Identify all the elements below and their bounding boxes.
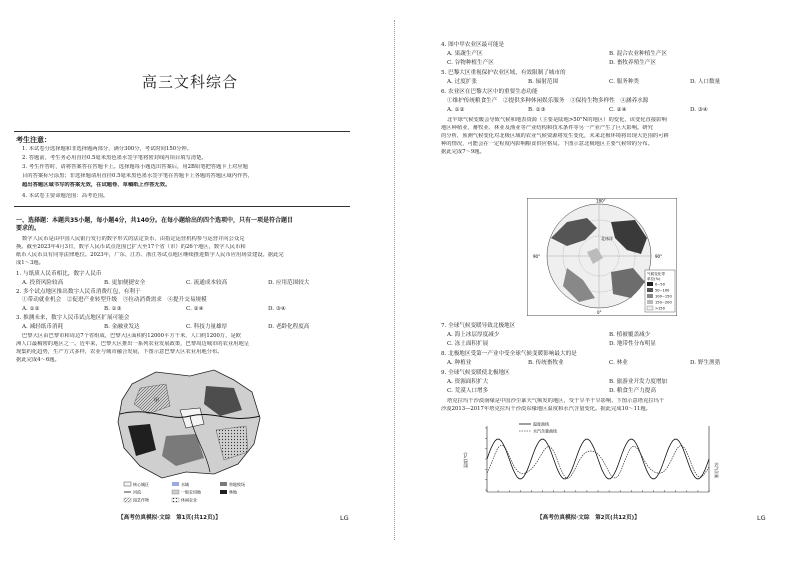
passage2-line: 种的情况，可能会在一定程度内影响粮食供应格局。下图示意北极地区主要气候带的分布。	[441, 141, 653, 147]
notice-line: 3. 考生作答时，请将答案答在答题卡上。选择题每小题选出答案后，用2B铅笔把答题卡上对应题	[22, 164, 248, 170]
q2-option-c[interactable]: C. ②④	[186, 306, 204, 312]
legend-text: 休闲农业	[181, 497, 197, 503]
q9-option-c[interactable]: C. 荒漠人口增多	[447, 388, 489, 394]
footer-right: 【高考仿真模拟·文综 第2页(共12页)】	[537, 515, 640, 521]
q8-option-d[interactable]: D. 野生渔猎	[690, 360, 721, 366]
q4-option-b[interactable]: B. 混合农业种植生产区	[609, 51, 668, 57]
legend-text: 单位(%)	[647, 277, 661, 281]
intro-line: 成1～3题。	[16, 260, 44, 266]
q4-option-a[interactable]: A. 果蔬生产区	[447, 51, 483, 57]
q7-option-b[interactable]: B. 植被覆盖减少	[609, 332, 651, 338]
passage-line: 现集约化趋势，生产方式多样，农业与城市融合发展，下图示意巴黎大区农业用地分布。	[16, 349, 223, 355]
q5-option-c[interactable]: C. 服务种类	[609, 79, 640, 85]
notice-line: 1. 本试卷分选择题和非选择题两部分，满分300分，考试时间150分钟。	[22, 146, 192, 152]
chart-legend-temp: 温度曲线	[533, 421, 549, 427]
passage3-line: 塔克拉玛干沙漠南缘是中国沙尘暴天气频发的地区，受干旱半干旱影响，下图示意塔克拉玛干	[447, 398, 665, 404]
arctic-map	[527, 198, 677, 316]
legend-text: >150	[655, 306, 665, 311]
q4-option-c[interactable]: C. 谷物种植生产区	[447, 60, 494, 66]
legend-text: 150~200	[655, 300, 672, 305]
notice-line: 超出答题区域书写的答案无效，在试题卷、草稿纸上作答无效。	[22, 182, 171, 188]
map2-label: 180°	[596, 198, 606, 204]
passage2-line: 据此完成7～9题。	[441, 149, 485, 155]
notice-line: 4. 本试卷主要命题范围：高考范围。	[22, 193, 109, 199]
q1-option-c[interactable]: C. 流通成本较高	[186, 280, 228, 286]
map2-legend	[645, 270, 675, 312]
q3-option-a[interactable]: A. 减轻纸币消耗	[22, 324, 64, 330]
q2-option-a[interactable]: A. ①②	[22, 306, 40, 312]
chart-legend-vapour: 水汽含量曲线	[533, 428, 557, 434]
paris-region-map	[110, 366, 275, 506]
q6-option-b[interactable]: B. ①③	[528, 107, 546, 113]
passage2-line: 的分析，预测气候变化对北极区域的农业气候资源将发生变化，未来北极环境将出现大范围的可耕	[441, 133, 669, 139]
map2-label: 0°	[597, 310, 602, 315]
map2-label: 北冰洋	[601, 236, 613, 241]
passage3-line: 沙漠2013—2017年塔克拉玛干沙漠东缘地区温度和水汽含量变化。据此完成10～11题。	[441, 406, 651, 412]
zone-label-jia: 甲	[154, 398, 160, 404]
chart-y-label: 温度(℃)	[463, 452, 468, 468]
climate-line-chart	[459, 418, 724, 506]
q3-option-d[interactable]: D. 老龄化程度高	[268, 324, 310, 330]
q7-option-c[interactable]: C. 冻土面积扩展	[447, 341, 489, 347]
legend-text: 50~100	[655, 288, 670, 293]
q9-option-d[interactable]: D. 粮食生产力提高	[609, 388, 656, 394]
question-4-stem: 4. 图中甲农业区最可能是	[441, 42, 505, 48]
section-heading: 一、选择题：本题共35小题，每小题4分，共140分。在每小题给出的四个选项中，只有一项是符合题目	[16, 217, 294, 224]
passage-line: 洲人口最稠密的地区之一。近年来，巴黎大区推出一系列农业发展政策，巴黎周边城市的农业用地呈	[16, 341, 250, 347]
legend-text: 0~50	[655, 282, 665, 287]
section-heading-cont: 要求的。	[16, 225, 41, 232]
q3-option-b[interactable]: B. 金融业发达	[104, 324, 140, 330]
legend-text: 河流	[133, 489, 141, 495]
intro-line: 换。截至2023年4月3日，数字人民币试点范围已扩大至17个省（市）的26个地区，数字人民币和	[16, 244, 246, 250]
intro-line: 数字人民币是由中国人民银行发行的数字形式的法定货币，由指定运营机构参与运营并向公众兑	[22, 236, 245, 242]
q7-option-a[interactable]: A. 海上冰层厚度减少	[447, 332, 500, 338]
question-1-stem: 1. 与纸质人民币相比，数字人民币	[16, 271, 102, 277]
chart-y2-label: 水汽含量	[714, 462, 719, 478]
q9-option-b[interactable]: B. 旅游业开发力度增加	[609, 379, 668, 385]
legend-text: 水域	[181, 482, 189, 487]
question-7-stem: 7. 全球气候变暖导致北极地区	[441, 323, 516, 329]
right-page	[397, 0, 794, 561]
intro-line: 纸币人民币具有同等法律地位。2023年，广东、江苏、浙江等试点地区继续推进数字人民币应用场景建设。据此完	[16, 252, 284, 258]
q4-option-d[interactable]: D. 畜牧养殖生产区	[609, 60, 656, 66]
question-9-stem: 9. 全球气候变暖使北极地区	[441, 370, 510, 376]
legend-text: 100~150	[655, 294, 672, 299]
legend-text: 草地牧场	[229, 482, 245, 487]
q2-statements: ①带动就业机会 ②促进产业转型升级 ③拉动消费需求 ④提升交易规模	[22, 297, 207, 303]
q5-option-a[interactable]: A. 过度扩张	[447, 79, 477, 85]
q5-option-b[interactable]: B. 辐射范围	[528, 79, 559, 85]
map2-label: 90°	[655, 254, 663, 259]
question-6-stem: 6. 农业区在巴黎大区中的重要生态功能	[441, 89, 538, 95]
map2-label: 90°	[533, 254, 541, 259]
q6-statements: ①维护传统粮食生产 ②提供多种休闲娱乐服务 ③保持生物多样性 ④涵养水源	[447, 98, 649, 104]
q6-option-c[interactable]: C. ②④	[609, 107, 627, 113]
question-3-stem: 3. 推测未来，数字人民币试点地区扩展可能会	[16, 315, 130, 321]
chart-ticks	[485, 428, 709, 492]
q9-option-a[interactable]: A. 资源面积扩大	[447, 379, 489, 385]
q2-option-b[interactable]: B. ①③	[104, 306, 122, 312]
q5-option-d[interactable]: D. 人口数量	[690, 79, 721, 85]
notice-heading: 考生注意：	[16, 136, 51, 144]
footer-code: LG	[340, 514, 349, 522]
q6-option-a[interactable]: A. ①②	[447, 107, 465, 113]
legend-text: 核心城区	[133, 482, 149, 487]
q2-option-d[interactable]: D. ③④	[268, 306, 286, 312]
page-divider	[394, 20, 395, 540]
passage-line: 巴黎大区由巴黎市和周边7个省组成，巴黎大区面积约12000平方千米，人口约1200万，是欧	[22, 333, 242, 339]
notice-line: 目的答案标号涂黑；非选择题请用直径0.5毫米黑色墨水签字笔在答题卡上各题的答题区域内作答，	[22, 173, 253, 179]
q8-option-a[interactable]: A. 种植业	[447, 360, 472, 366]
legend-text: 气候变化带	[647, 272, 665, 276]
q7-option-d[interactable]: D. 地带性分布明显	[609, 341, 656, 347]
legend-text: 一般农用地	[181, 489, 201, 495]
passage2-line: 地区种植业、畜牧业、林业及渔业等产业结构和技术条件等另一产业产生了巨大影响。研究	[441, 125, 653, 131]
map-legend	[124, 481, 245, 503]
legend-text: 林地	[229, 489, 237, 495]
q8-option-b[interactable]: B. 传统畜牧业	[528, 360, 564, 366]
q1-option-b[interactable]: B. 更加便捷安全	[104, 280, 146, 286]
vapour-series	[487, 445, 709, 478]
q1-option-d[interactable]: D. 应用范围较大	[268, 280, 310, 286]
q1-option-a[interactable]: A. 投资风险较高	[22, 280, 64, 286]
q6-option-d[interactable]: D. ③④	[690, 107, 708, 113]
footer-code: LG	[757, 514, 766, 522]
question-5-stem: 5. 巴黎大区重视保护农业区域，有效限制了城市的	[441, 70, 566, 76]
legend-text: 园艺作物	[133, 497, 149, 503]
question-2-stem: 2. 多个试点地区推出数字人民币消费红包，有利于	[16, 289, 141, 295]
passage-line: 据此完成4～6题。	[16, 357, 60, 363]
question-8-stem: 8. 北极地区受第一产业中受全球气候变暖影响最大的是	[441, 351, 577, 357]
passage2-line: 北半球气候变暖会导致气候和地表资源（主要是陆地>50°N的地区）的变化，该变化直接影响	[447, 117, 667, 123]
q3-option-c[interactable]: C. 科技力量雄厚	[186, 324, 228, 330]
footer-left: 【高考仿真模拟·文综 第1页(共12页)】	[118, 515, 221, 521]
paper-title: 高三文科综合	[142, 73, 239, 91]
notice-line: 2. 答题前，考生务必用直径0.5毫米黑色墨水签字笔将密封线内项目填写清楚。	[22, 155, 207, 161]
q8-option-c[interactable]: C. 林业	[609, 360, 628, 366]
